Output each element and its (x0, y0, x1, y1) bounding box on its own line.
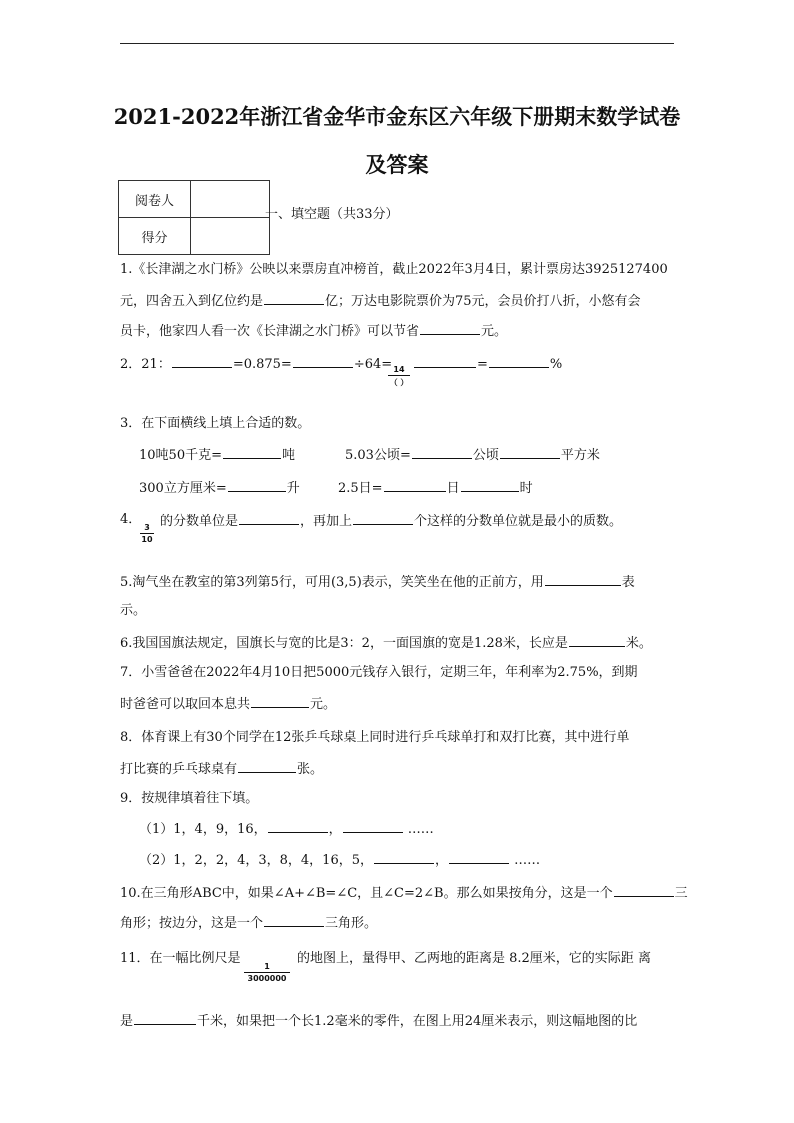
q2-blank-1[interactable] (172, 355, 232, 368)
q7-line2 (120, 695, 336, 713)
q2-fraction (388, 365, 410, 388)
frac-numerator: 14 (393, 365, 405, 374)
q3-text: 公顷 (472, 448, 499, 463)
q4-fraction (140, 523, 154, 544)
q4-num: 4． (120, 512, 142, 527)
q8-blank[interactable] (238, 760, 296, 773)
q2-text: ÷64= (353, 357, 393, 372)
q10-blank-2[interactable] (264, 914, 324, 927)
reviewer-cell[interactable] (191, 181, 270, 218)
q11-text: 是 (120, 1014, 134, 1029)
reviewer-label: 阅卷人 (119, 181, 191, 218)
q10-line2 (120, 914, 377, 932)
q2-text: =0.875= (232, 357, 292, 372)
q6-line (120, 634, 652, 652)
q10-text: 10.在三角形ABC中，如果∠A+∠B=∠C，且∠C=2∠B。那么如果按角分，这是一个 (120, 886, 613, 901)
q3-b (345, 446, 600, 464)
q1-line3 (120, 322, 507, 340)
q4-line (160, 512, 622, 530)
q3-stem: 3．在下面横线上填上合适的数。 (120, 416, 311, 431)
frac-numerator: 1 (264, 962, 270, 971)
q3-text: 10吨50千克= (139, 448, 222, 463)
q9-blank-1[interactable] (268, 820, 328, 833)
q10-line1 (120, 884, 688, 902)
q8-line1: 8．体育课上有30个同学在12张乒乓球桌上同时进行乒乓球单打和双打比赛，其中进行单 (120, 730, 630, 745)
frac-bar (140, 533, 154, 534)
score-cell[interactable] (191, 218, 270, 255)
q2-blank-4[interactable] (489, 355, 549, 368)
q1-text: 亿；万达电影院票价为75元，会员价打八折，小悠有会 (325, 294, 641, 309)
q9-blank-4[interactable] (449, 851, 509, 864)
q11-text: 千米，如果把一个长1.2毫米的零件，在图上用24厘米表示，则这幅地图的比 (197, 1014, 638, 1029)
q3-blank-b1[interactable] (412, 446, 472, 459)
q3-text: 日 (446, 481, 460, 496)
q2-blank-2[interactable] (293, 355, 353, 368)
q9-blank-2[interactable] (343, 820, 403, 833)
q2-prefix: 2．21： (120, 357, 171, 372)
score-table (118, 180, 270, 255)
q5-text: 表 (621, 575, 635, 590)
q9-blank-3[interactable] (374, 851, 434, 864)
section-heading: 一、填空题（共33分） (265, 207, 399, 222)
score-label: 得分 (119, 218, 191, 255)
q4-blank-1[interactable] (239, 512, 299, 525)
q10-text: 三 (674, 886, 688, 901)
q1-text: 元。 (481, 324, 508, 339)
q3-d (338, 479, 533, 497)
q9-seq1 (139, 820, 434, 838)
q3-text: 时 (519, 481, 533, 496)
frac-bar (388, 375, 410, 376)
q10-text: 三角形。 (325, 916, 378, 931)
frac-bar (244, 972, 290, 973)
q7-text: 元。 (310, 697, 337, 712)
q2-text: = (477, 357, 488, 372)
q1-line1: 1.《长津湖之水门桥》公映以来票房直冲榜首，截止2022年3月4日，累计票房达3925127400 (120, 262, 668, 277)
q3-a (139, 446, 295, 464)
q8-line2 (120, 760, 323, 778)
q1-text: 元，四舍五入到亿位约是 (120, 294, 264, 309)
q3-text: 5.03公顷= (345, 448, 411, 463)
q11-line2 (120, 1012, 637, 1030)
q9-seq2 (139, 851, 540, 869)
q4-text: 的分数单位是 (160, 514, 239, 529)
q1-line2 (120, 292, 641, 310)
q2-line (120, 355, 392, 373)
q3-blank-a[interactable] (223, 446, 281, 459)
frac-denominator: （ ） (389, 378, 409, 387)
q3-blank-d1[interactable] (384, 479, 446, 492)
q9-text: （2）1，2，2，4，3，8，4，16，5， (139, 853, 373, 868)
q5-line2: 示。 (120, 603, 147, 618)
q2-blank-3[interactable] (414, 355, 476, 368)
q3-blank-d2[interactable] (461, 479, 519, 492)
q11-blank[interactable] (134, 1012, 196, 1025)
q9-text: ， (328, 822, 342, 837)
q2-text: % (549, 357, 563, 372)
page-title-cont: 及答案 (365, 152, 429, 177)
q9-text: （1）1，4，9，16， (139, 822, 267, 837)
q8-text: 张。 (297, 762, 324, 777)
q5-text: 5.淘气坐在教室的第3列第5行，可用(3,5)表示，笑笑坐在他的正前方，用 (120, 575, 544, 590)
q11-line1b: 的地图上，量得甲、乙两地的距离是 8.2厘米，它的实际距 离 (297, 951, 651, 966)
q10-text: 角形；按边分，这是一个 (120, 916, 264, 931)
q3-text: 平方米 (560, 448, 600, 463)
q6-text: 米。 (625, 636, 652, 651)
q1-text: 员卡，他家四人看一次《长津湖之水门桥》可以节省 (120, 324, 420, 339)
page-title: 2021-2022年浙江省金华市金东区六年级下册期末数学试卷 (113, 104, 681, 129)
q8-text: 打比赛的乒乓球桌有 (120, 762, 238, 777)
frac-numerator: 3 (144, 523, 150, 532)
q5-line1 (120, 573, 635, 591)
q3-text: 吨 (281, 448, 295, 463)
frac-denominator: 10 (141, 535, 153, 544)
q9-text: ， (434, 853, 448, 868)
q10-blank-1[interactable] (614, 884, 674, 897)
q7-line1: 7．小雪爸爸在2022年4月10日把5000元钱存入银行，定期三年，年利率为2.75%，到期 (120, 665, 638, 680)
q1-blank-1[interactable] (264, 292, 324, 305)
q9-text: …… (407, 822, 434, 837)
frac-denominator: 3000000 (247, 974, 287, 983)
header-rule (120, 43, 674, 44)
q4-blank-2[interactable] (353, 512, 413, 525)
q1-blank-2[interactable] (420, 322, 480, 335)
q7-blank[interactable] (251, 695, 309, 708)
q6-text: 6.我国国旗法规定，国旗长与宽的比是3：2，一面国旗的宽是1.28米，长应是 (120, 636, 568, 651)
q9-text: …… (514, 853, 541, 868)
q9-stem: 9．按规律填着往下填。 (120, 791, 259, 806)
q3-text: 2.5日= (338, 481, 383, 496)
q3-text: 升 (286, 481, 300, 496)
q5-blank[interactable] (545, 573, 621, 586)
q4-text: 个这样的分数单位就是最小的质数。 (414, 514, 623, 529)
q11-fraction (244, 962, 290, 983)
q3-c (139, 479, 300, 497)
q6-blank[interactable] (569, 634, 625, 647)
q2-line-cont (413, 355, 562, 373)
q11-line1a: 11．在一幅比例尺是 (120, 951, 241, 966)
q4-text: ，再加上 (300, 514, 353, 529)
q7-text: 时爸爸可以取回本息共 (120, 697, 251, 712)
q3-blank-c[interactable] (228, 479, 286, 492)
q3-blank-b2[interactable] (500, 446, 560, 459)
q3-text: 300立方厘米= (139, 481, 227, 496)
